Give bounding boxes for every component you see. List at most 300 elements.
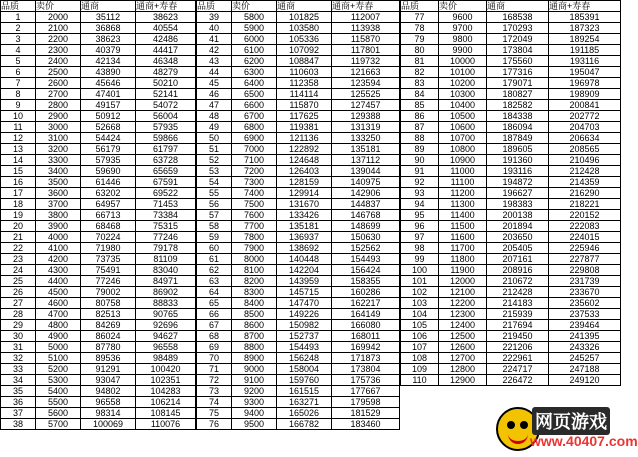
table-row bbox=[1, 45, 196, 56]
table-row bbox=[401, 122, 621, 133]
table-cell: 50 bbox=[197, 133, 232, 144]
table-cell: 52668 bbox=[81, 122, 136, 133]
table-cell: 5800 bbox=[232, 12, 277, 23]
table-row bbox=[401, 144, 621, 155]
table-cell: 89536 bbox=[81, 353, 136, 364]
table-cell: 128159 bbox=[277, 177, 332, 188]
table-row bbox=[401, 353, 621, 364]
table-cell: 92696 bbox=[136, 320, 196, 331]
table-row bbox=[1, 364, 196, 375]
table-cell: 160286 bbox=[332, 287, 400, 298]
table-cell: 10 bbox=[1, 111, 36, 122]
table-cell: 194872 bbox=[487, 177, 549, 188]
table-cell: 61797 bbox=[136, 144, 196, 155]
table-row bbox=[1, 386, 196, 397]
table-cell: 241395 bbox=[549, 331, 621, 342]
table-cell: 127457 bbox=[332, 100, 400, 111]
table-cell: 98314 bbox=[81, 408, 136, 419]
table-cell: 156424 bbox=[332, 265, 400, 276]
table-cell: 170293 bbox=[487, 23, 549, 34]
table-cell: 59866 bbox=[136, 133, 196, 144]
table-cell: 54 bbox=[197, 177, 232, 188]
table-cell: 110076 bbox=[136, 419, 196, 430]
table-row bbox=[197, 100, 400, 111]
table-cell: 198909 bbox=[549, 89, 621, 100]
table-cell: 77246 bbox=[136, 232, 196, 243]
table-cell: 11700 bbox=[439, 243, 487, 254]
table-cell: 185391 bbox=[549, 12, 621, 23]
column-header: 卖价 bbox=[232, 1, 277, 12]
table-row bbox=[197, 23, 400, 34]
table-cell: 108145 bbox=[136, 408, 196, 419]
table-row bbox=[1, 133, 196, 144]
table-row bbox=[197, 331, 400, 342]
table-row bbox=[401, 199, 621, 210]
table-cell: 12600 bbox=[439, 342, 487, 353]
table-cell: 77246 bbox=[81, 276, 136, 287]
table-cell: 2500 bbox=[36, 67, 81, 78]
table-cell: 34 bbox=[1, 375, 36, 386]
table-cell: 60 bbox=[197, 243, 232, 254]
table-cell: 7700 bbox=[232, 221, 277, 232]
table-cell: 142204 bbox=[277, 265, 332, 276]
column-header: 卖价 bbox=[439, 1, 487, 12]
table-row bbox=[197, 386, 400, 397]
table-cell: 41 bbox=[197, 34, 232, 45]
table-cell: 133426 bbox=[277, 210, 332, 221]
table-row bbox=[197, 34, 400, 45]
table-cell: 96 bbox=[401, 221, 439, 232]
table-cell: 6400 bbox=[232, 78, 277, 89]
table-cell: 43 bbox=[197, 56, 232, 67]
table-cell: 2200 bbox=[36, 34, 81, 45]
table-cell: 6300 bbox=[232, 67, 277, 78]
table-cell: 9800 bbox=[439, 34, 487, 45]
table-row bbox=[197, 342, 400, 353]
table-cell: 3300 bbox=[36, 155, 81, 166]
table-cell: 172049 bbox=[487, 34, 549, 45]
table-cell: 175736 bbox=[332, 375, 400, 386]
table-cell: 210672 bbox=[487, 276, 549, 287]
table-cell: 7000 bbox=[232, 144, 277, 155]
table-cell: 42134 bbox=[81, 56, 136, 67]
table-cell: 136937 bbox=[277, 232, 332, 243]
table-cell: 204703 bbox=[549, 122, 621, 133]
table-cell: 10500 bbox=[439, 111, 487, 122]
table-cell: 239464 bbox=[549, 320, 621, 331]
table-cell: 22 bbox=[1, 243, 36, 254]
table-cell: 206634 bbox=[549, 133, 621, 144]
table-cell: 79002 bbox=[81, 287, 136, 298]
table-row bbox=[1, 122, 196, 133]
table-row bbox=[197, 397, 400, 408]
table-cell: 48279 bbox=[136, 67, 196, 78]
table-cell: 65 bbox=[197, 298, 232, 309]
table-cell: 5600 bbox=[36, 408, 81, 419]
table-cell: 42486 bbox=[136, 34, 196, 45]
table-cell: 6100 bbox=[232, 45, 277, 56]
table-cell: 107092 bbox=[277, 45, 332, 56]
table-cell: 92 bbox=[401, 177, 439, 188]
table-cell: 75 bbox=[197, 408, 232, 419]
table-cell: 53 bbox=[197, 166, 232, 177]
table-cell: 182582 bbox=[487, 100, 549, 111]
table-cell: 59690 bbox=[81, 166, 136, 177]
table-cell: 12700 bbox=[439, 353, 487, 364]
table-cell: 219450 bbox=[487, 331, 549, 342]
table-cell: 9900 bbox=[439, 45, 487, 56]
table-cell: 94 bbox=[401, 199, 439, 210]
table-row bbox=[197, 12, 400, 23]
table-cell: 168011 bbox=[332, 331, 400, 342]
table-cell: 3 bbox=[1, 34, 36, 45]
table-cell: 81109 bbox=[136, 254, 196, 265]
table-cell: 75315 bbox=[136, 221, 196, 232]
table-cell: 44417 bbox=[136, 45, 196, 56]
table-cell: 9400 bbox=[232, 408, 277, 419]
table-cell: 181529 bbox=[332, 408, 400, 419]
table-cell: 129914 bbox=[277, 188, 332, 199]
table-cell: 11600 bbox=[439, 232, 487, 243]
table-cell: 2100 bbox=[36, 23, 81, 34]
table-cell: 249120 bbox=[549, 375, 621, 386]
table-cell: 5000 bbox=[36, 342, 81, 353]
table-cell: 184338 bbox=[487, 111, 549, 122]
table-row bbox=[401, 45, 621, 56]
logo-title: 网页游戏 bbox=[532, 407, 610, 435]
table-row bbox=[401, 12, 621, 23]
table-cell: 245257 bbox=[549, 353, 621, 364]
table-cell: 150630 bbox=[332, 232, 400, 243]
column-header: 通商 bbox=[277, 1, 332, 12]
table-cell: 56004 bbox=[136, 111, 196, 122]
table-row bbox=[1, 353, 196, 364]
table-cell: 106214 bbox=[136, 397, 196, 408]
table-cell: 72 bbox=[197, 375, 232, 386]
table-cell: 3900 bbox=[36, 221, 81, 232]
table-cell: 225946 bbox=[549, 243, 621, 254]
table-cell: 135181 bbox=[277, 221, 332, 232]
table-cell: 158004 bbox=[277, 364, 332, 375]
table-cell: 3700 bbox=[36, 199, 81, 210]
table-cell: 186094 bbox=[487, 122, 549, 133]
table-row bbox=[197, 287, 400, 298]
table-cell: 117625 bbox=[277, 111, 332, 122]
table-cell: 100069 bbox=[81, 419, 136, 430]
table-cell: 5400 bbox=[36, 386, 81, 397]
table-cell: 10800 bbox=[439, 144, 487, 155]
table-cell: 229808 bbox=[549, 265, 621, 276]
table-row bbox=[197, 309, 400, 320]
table-cell: 67591 bbox=[136, 177, 196, 188]
table-cell: 3200 bbox=[36, 144, 81, 155]
table-block-1 bbox=[0, 0, 196, 430]
table-cell: 173804 bbox=[487, 45, 549, 56]
table-cell: 10600 bbox=[439, 122, 487, 133]
table-cell: 58 bbox=[197, 221, 232, 232]
table-row bbox=[1, 232, 196, 243]
table-cell: 7600 bbox=[232, 210, 277, 221]
table-cell: 7 bbox=[1, 78, 36, 89]
column-header: 通商 bbox=[487, 1, 549, 12]
table-row bbox=[1, 419, 196, 430]
table-row bbox=[197, 144, 400, 155]
table-cell: 9700 bbox=[439, 23, 487, 34]
table-cell: 107 bbox=[401, 342, 439, 353]
table-row bbox=[1, 12, 196, 23]
table-cell: 166782 bbox=[277, 419, 332, 430]
table-cell: 39 bbox=[197, 12, 232, 23]
table-row bbox=[401, 254, 621, 265]
table-cell: 195047 bbox=[549, 67, 621, 78]
table-cell: 131319 bbox=[332, 122, 400, 133]
table-cell: 8100 bbox=[232, 265, 277, 276]
table-cell: 8900 bbox=[232, 353, 277, 364]
table-row bbox=[1, 298, 196, 309]
table-cell: 222083 bbox=[549, 221, 621, 232]
table-cell: 73384 bbox=[136, 210, 196, 221]
table-row bbox=[401, 221, 621, 232]
table-cell: 94627 bbox=[136, 331, 196, 342]
table-cell: 25 bbox=[1, 276, 36, 287]
table-cell: 5900 bbox=[232, 23, 277, 34]
table-cell: 45646 bbox=[81, 78, 136, 89]
table-cell: 57935 bbox=[81, 155, 136, 166]
table-cell: 112007 bbox=[332, 12, 400, 23]
table-cell: 61 bbox=[197, 254, 232, 265]
table-row bbox=[401, 177, 621, 188]
table-cell: 102 bbox=[401, 287, 439, 298]
table-cell: 4400 bbox=[36, 276, 81, 287]
table-row bbox=[197, 56, 400, 67]
table-cell: 154493 bbox=[332, 254, 400, 265]
table-cell: 8300 bbox=[232, 287, 277, 298]
table-cell: 4800 bbox=[36, 320, 81, 331]
table-cell: 205405 bbox=[487, 243, 549, 254]
table-cell: 196627 bbox=[487, 188, 549, 199]
table-cell: 52 bbox=[197, 155, 232, 166]
table-row bbox=[1, 67, 196, 78]
header-row bbox=[401, 1, 621, 12]
table-row bbox=[197, 221, 400, 232]
table-row bbox=[1, 408, 196, 419]
table-cell: 189605 bbox=[487, 144, 549, 155]
table-cell: 23 bbox=[1, 254, 36, 265]
table-cell: 73 bbox=[197, 386, 232, 397]
table-cell: 83040 bbox=[136, 265, 196, 276]
table-row bbox=[1, 56, 196, 67]
table-cell: 83 bbox=[401, 78, 439, 89]
table-row bbox=[401, 265, 621, 276]
table-row bbox=[1, 89, 196, 100]
table-cell: 4600 bbox=[36, 298, 81, 309]
table-cell: 7400 bbox=[232, 188, 277, 199]
table-cell: 109 bbox=[401, 364, 439, 375]
table-cell: 88 bbox=[401, 133, 439, 144]
column-header: 品质 bbox=[197, 1, 232, 12]
table-cell: 2900 bbox=[36, 111, 81, 122]
table-row bbox=[1, 166, 196, 177]
table-cell: 224015 bbox=[549, 232, 621, 243]
table-cell: 214359 bbox=[549, 177, 621, 188]
table-row bbox=[401, 155, 621, 166]
table-cell: 224717 bbox=[487, 364, 549, 375]
table-cell: 202772 bbox=[549, 111, 621, 122]
table-row bbox=[401, 166, 621, 177]
table-cell: 138692 bbox=[277, 243, 332, 254]
table-cell: 191185 bbox=[549, 45, 621, 56]
table-cell: 47 bbox=[197, 100, 232, 111]
table-cell: 139044 bbox=[332, 166, 400, 177]
table-row bbox=[197, 78, 400, 89]
table-cell: 9100 bbox=[232, 375, 277, 386]
table-cell: 6700 bbox=[232, 111, 277, 122]
table-row bbox=[197, 232, 400, 243]
table-cell: 187323 bbox=[549, 23, 621, 34]
table-cell: 50912 bbox=[81, 111, 136, 122]
table-row bbox=[197, 254, 400, 265]
table-cell: 13 bbox=[1, 144, 36, 155]
table-cell: 96558 bbox=[136, 342, 196, 353]
table-cell: 115870 bbox=[277, 100, 332, 111]
table-cell: 37 bbox=[1, 408, 36, 419]
table-cell: 5200 bbox=[36, 364, 81, 375]
table-cell: 90765 bbox=[136, 309, 196, 320]
table-cell: 193116 bbox=[487, 166, 549, 177]
table-cell: 221206 bbox=[487, 342, 549, 353]
column-header: 通商 bbox=[81, 1, 136, 12]
table-cell: 117801 bbox=[332, 45, 400, 56]
table-cell: 11200 bbox=[439, 188, 487, 199]
table-row bbox=[401, 342, 621, 353]
column-header: 品质 bbox=[401, 1, 439, 12]
table-cell: 6800 bbox=[232, 122, 277, 133]
table-cell: 179071 bbox=[487, 78, 549, 89]
table-cell: 161515 bbox=[277, 386, 332, 397]
table-cell: 87 bbox=[401, 122, 439, 133]
table-cell: 11500 bbox=[439, 221, 487, 232]
table-cell: 45 bbox=[197, 78, 232, 89]
table-cell: 4000 bbox=[36, 232, 81, 243]
table-cell: 9500 bbox=[232, 419, 277, 430]
table-cell: 247188 bbox=[549, 364, 621, 375]
table-cell: 2400 bbox=[36, 56, 81, 67]
table-cell: 63 bbox=[197, 276, 232, 287]
table-cell: 8500 bbox=[232, 309, 277, 320]
table-cell: 11400 bbox=[439, 210, 487, 221]
table-row bbox=[401, 34, 621, 45]
table-cell: 82513 bbox=[81, 309, 136, 320]
table-row bbox=[1, 254, 196, 265]
table-cell: 69522 bbox=[136, 188, 196, 199]
table-cell: 171873 bbox=[332, 353, 400, 364]
table-row bbox=[1, 199, 196, 210]
table-cell: 82 bbox=[401, 67, 439, 78]
table-cell: 154493 bbox=[277, 342, 332, 353]
table-cell: 6200 bbox=[232, 56, 277, 67]
table-cell: 191360 bbox=[487, 155, 549, 166]
table-cell: 222961 bbox=[487, 353, 549, 364]
table-cell: 237533 bbox=[549, 309, 621, 320]
table-cell: 100 bbox=[401, 265, 439, 276]
table-cell: 147470 bbox=[277, 298, 332, 309]
table-cell: 143959 bbox=[277, 276, 332, 287]
table-row bbox=[197, 243, 400, 254]
table-cell: 9000 bbox=[232, 364, 277, 375]
table-cell: 70 bbox=[197, 353, 232, 364]
table-row bbox=[401, 89, 621, 100]
column-header: 通商+寿春 bbox=[332, 1, 400, 12]
table-row bbox=[197, 177, 400, 188]
table-row bbox=[1, 188, 196, 199]
table-cell: 11900 bbox=[439, 265, 487, 276]
table-cell: 48 bbox=[197, 111, 232, 122]
table-cell: 75491 bbox=[81, 265, 136, 276]
table-cell: 52141 bbox=[136, 89, 196, 100]
table-cell: 2 bbox=[1, 23, 36, 34]
table-cell: 91291 bbox=[81, 364, 136, 375]
table-row bbox=[401, 287, 621, 298]
table-cell: 11000 bbox=[439, 166, 487, 177]
table-cell: 189254 bbox=[549, 34, 621, 45]
table-cell: 30 bbox=[1, 331, 36, 342]
table-cell: 10400 bbox=[439, 100, 487, 111]
table-cell: 4 bbox=[1, 45, 36, 56]
table-cell: 217694 bbox=[487, 320, 549, 331]
table-cell: 152562 bbox=[332, 243, 400, 254]
table-cell: 18 bbox=[1, 199, 36, 210]
table-cell: 121136 bbox=[277, 133, 332, 144]
table-cell: 6900 bbox=[232, 133, 277, 144]
table-cell: 63728 bbox=[136, 155, 196, 166]
table-row bbox=[401, 188, 621, 199]
table-cell: 8800 bbox=[232, 342, 277, 353]
table-cell: 12100 bbox=[439, 287, 487, 298]
table-cell: 71 bbox=[197, 364, 232, 375]
table-row bbox=[1, 342, 196, 353]
table-cell: 131670 bbox=[277, 199, 332, 210]
table-cell: 99 bbox=[401, 254, 439, 265]
table-cell: 85 bbox=[401, 100, 439, 111]
table-cell: 98489 bbox=[136, 353, 196, 364]
table-cell: 56 bbox=[197, 199, 232, 210]
table-cell: 180827 bbox=[487, 89, 549, 100]
table-cell: 6500 bbox=[232, 89, 277, 100]
table-cell: 12900 bbox=[439, 375, 487, 386]
table-cell: 7200 bbox=[232, 166, 277, 177]
table-cell: 9200 bbox=[232, 386, 277, 397]
table-row bbox=[401, 298, 621, 309]
table-body bbox=[1, 12, 196, 430]
table-cell: 84 bbox=[401, 89, 439, 100]
table-row bbox=[401, 276, 621, 287]
table-cell: 95 bbox=[401, 210, 439, 221]
table-row bbox=[197, 408, 400, 419]
table-cell: 104 bbox=[401, 309, 439, 320]
table-cell: 122892 bbox=[277, 144, 332, 155]
table-cell: 100420 bbox=[136, 364, 196, 375]
site-logo bbox=[496, 403, 638, 455]
table-cell: 8600 bbox=[232, 320, 277, 331]
table-cell: 86902 bbox=[136, 287, 196, 298]
table-cell: 140448 bbox=[277, 254, 332, 265]
table-row bbox=[401, 320, 621, 331]
table-cell: 5 bbox=[1, 56, 36, 67]
table-cell: 8200 bbox=[232, 276, 277, 287]
table-row bbox=[1, 177, 196, 188]
table-cell: 14 bbox=[1, 155, 36, 166]
table-row bbox=[401, 375, 621, 386]
